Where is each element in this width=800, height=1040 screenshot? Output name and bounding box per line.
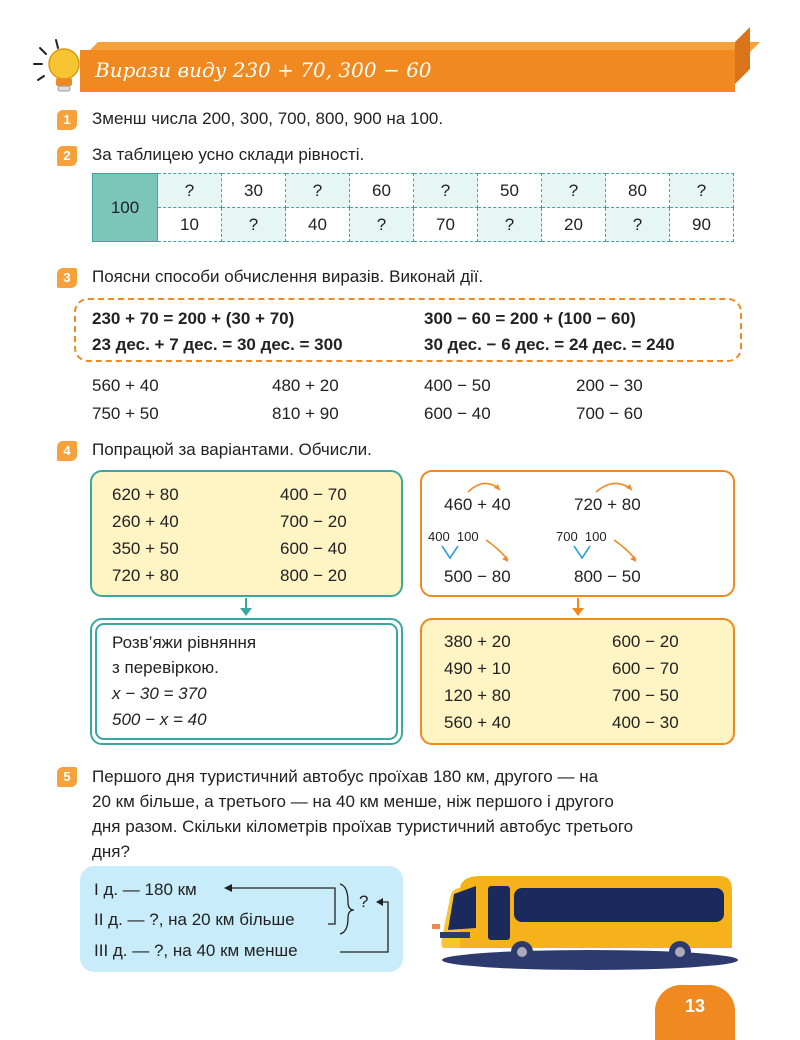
equation-subtitle: з перевіркою. bbox=[112, 658, 219, 677]
header-banner-side bbox=[735, 27, 750, 84]
task-2-text: За таблицею усно склади рівності. bbox=[92, 145, 365, 164]
table-cell: ? bbox=[158, 174, 222, 208]
table-cell: ? bbox=[350, 208, 414, 242]
table-cell: 50 bbox=[478, 174, 542, 208]
table-cell: 30 bbox=[222, 174, 286, 208]
task-number-5: 5 bbox=[57, 767, 77, 787]
exercise: 700 − 60 bbox=[576, 404, 643, 423]
table-cell: 60 bbox=[350, 174, 414, 208]
exercise: 560 + 40 bbox=[92, 376, 159, 395]
equation: 500 − x = 40 bbox=[112, 710, 207, 729]
task-number-3: 3 bbox=[57, 268, 77, 288]
hint-decomposition: 400 100 bbox=[428, 529, 479, 544]
variant-1-item: 700 − 20 bbox=[280, 512, 347, 531]
variant-1-item: 720 + 80 bbox=[112, 566, 179, 585]
task-5-line: 20 км більше, а третього — на 40 км менше, ніж першого і другого bbox=[92, 792, 614, 811]
example-left-line-1: 230 + 70 = 200 + (30 + 70) bbox=[92, 309, 295, 328]
exercise: 810 + 90 bbox=[272, 404, 339, 423]
table-cell: ? bbox=[670, 174, 734, 208]
variant-1-item: 350 + 50 bbox=[112, 539, 179, 558]
variant-2-item: 490 + 10 bbox=[444, 659, 511, 678]
lightbulb-icon bbox=[30, 36, 94, 100]
variant-2-item: 560 + 40 bbox=[444, 713, 511, 732]
hint-expression: 800 − 50 bbox=[574, 567, 641, 586]
table-head-cell: 100 bbox=[93, 174, 158, 242]
hint-expression: 720 + 80 bbox=[574, 495, 641, 514]
exercise: 600 − 40 bbox=[424, 404, 491, 423]
table-cell: ? bbox=[222, 208, 286, 242]
example-left-line-2: 23 дес. + 7 дес. = 30 дес. = 300 bbox=[92, 335, 343, 354]
equation: x − 30 = 370 bbox=[112, 684, 207, 703]
table-cell: 90 bbox=[670, 208, 734, 242]
variant-2-item: 380 + 20 bbox=[444, 632, 511, 651]
task-number-1: 1 bbox=[57, 110, 77, 130]
equation-title: Розв’яжи рівняння bbox=[112, 633, 257, 652]
table-cell: ? bbox=[606, 208, 670, 242]
short-record-question: ? bbox=[359, 892, 369, 911]
table-cell: ? bbox=[542, 174, 606, 208]
short-record-day-2: II д. — ?, на 20 км більше bbox=[94, 910, 295, 929]
variant-2-item: 600 − 20 bbox=[612, 632, 679, 651]
table-cell: 40 bbox=[286, 208, 350, 242]
variant-1-item: 800 − 20 bbox=[280, 566, 347, 585]
exercise: 400 − 50 bbox=[424, 376, 491, 395]
variant-2-item: 700 − 50 bbox=[612, 686, 679, 705]
table-cell: 20 bbox=[542, 208, 606, 242]
table-cell: 80 bbox=[606, 174, 670, 208]
task-4-text: Попрацюй за варіантами. Обчисли. bbox=[92, 440, 372, 459]
variant-1-item: 400 − 70 bbox=[280, 485, 347, 504]
record-connector-lines bbox=[80, 866, 403, 972]
table-cell: ? bbox=[414, 174, 478, 208]
example-right-line-1: 300 − 60 = 200 + (100 − 60) bbox=[424, 309, 636, 328]
section-title: Вирази виду 230 + 70, 300 − 60 bbox=[95, 58, 432, 82]
table-cell: ? bbox=[286, 174, 350, 208]
table-cell: 70 bbox=[414, 208, 478, 242]
example-right-line-2: 30 дес. − 6 дес. = 24 дес. = 240 bbox=[424, 335, 675, 354]
hint-expression: 500 − 80 bbox=[444, 567, 511, 586]
variant-1-item: 620 + 80 bbox=[112, 485, 179, 504]
variant-2-item: 600 − 70 bbox=[612, 659, 679, 678]
task-1-text: Зменш числа 200, 300, 700, 800, 900 на 100. bbox=[92, 109, 444, 128]
variant-1-item: 260 + 40 bbox=[112, 512, 179, 531]
hint-arrows-icon bbox=[420, 470, 735, 597]
number-table bbox=[92, 173, 734, 242]
arrow-down-icon bbox=[570, 598, 586, 618]
table-cell: 10 bbox=[158, 208, 222, 242]
hint-decomposition: 700 100 bbox=[556, 529, 607, 544]
task-number-2: 2 bbox=[57, 146, 77, 166]
arrow-down-icon bbox=[238, 598, 254, 618]
table-cell: ? bbox=[478, 208, 542, 242]
variant-2-item: 400 − 30 bbox=[612, 713, 679, 732]
page-number: 13 bbox=[684, 996, 706, 1016]
task-5-line: Першого дня туристичний автобус проїхав 180 км, другого — на bbox=[92, 767, 599, 786]
exercise: 200 − 30 bbox=[576, 376, 643, 395]
bus-illustration bbox=[430, 868, 740, 973]
exercise: 750 + 50 bbox=[92, 404, 159, 423]
task-3-text: Поясни способи обчислення виразів. Виконай дії. bbox=[92, 267, 484, 286]
task-number-4: 4 bbox=[57, 441, 77, 461]
short-record-day-3: III д. — ?, на 40 км менше bbox=[94, 941, 298, 960]
task-5-line: дня разом. Скільки кілометрів проїхав туристичний автобус третього bbox=[92, 817, 634, 836]
exercise: 480 + 20 bbox=[272, 376, 339, 395]
hint-expression: 460 + 40 bbox=[444, 495, 511, 514]
short-record-day-1: I д. — 180 км bbox=[94, 880, 197, 899]
variant-2-item: 120 + 80 bbox=[444, 686, 511, 705]
variant-1-item: 600 − 40 bbox=[280, 539, 347, 558]
task-5-line: дня? bbox=[92, 842, 130, 861]
